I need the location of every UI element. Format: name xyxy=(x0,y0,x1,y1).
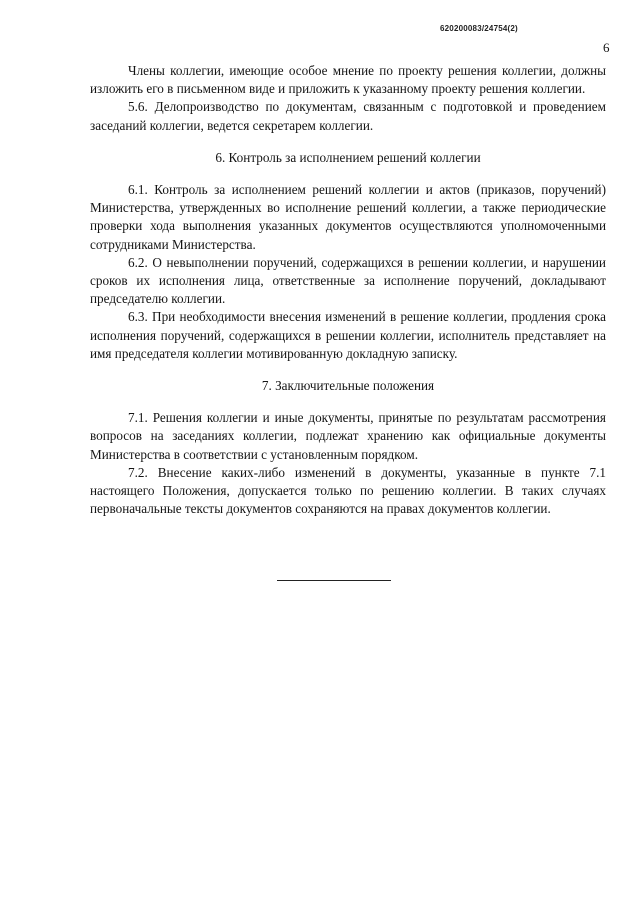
page-number: 6 xyxy=(603,40,610,55)
paragraph-6-1: 6.1. Контроль за исполнением решений коллегии и актов (приказов, поручений) Министерства, утвержденных во исполнение решений коллегии, а также периодические проверки хода выполнения указанных документов осуществляются уполномоченными сотрудниками Министерства. xyxy=(90,182,606,252)
paragraph-6-2: 6.2. О невыполнении поручений, содержащихся в решении коллегии, и нарушении сроков их исполнения лица, ответственные за исполнение поручений, докладывают председателю коллегии. xyxy=(90,254,606,307)
document-registration-code: 620200083/24754(2) xyxy=(440,24,518,33)
section-6-heading: 6. Контроль за исполнением решений коллегии xyxy=(215,149,481,165)
end-of-document-rule xyxy=(277,580,391,581)
paragraph-6-3: 6.3. При необходимости внесения изменений в решение коллегии, продления срока исполнения поручений, содержащихся в решении коллегии, исполнитель представляет на имя председателя коллегии мотивированную докладную записку. xyxy=(90,309,606,361)
paragraph-5-5-continuation: Члены коллегии, имеющие особое мнение по проекту решения коллегии, должны изложить его в письменном виде и приложить к указанному проекту решения коллегии. xyxy=(90,63,606,97)
paragraph-7-2: 7.2. Внесение каких-либо изменений в документы, указанные в пункте 7.1 настоящего Положения, допускается только по решению коллегии. В таких случаях первоначальные тексты документов сохраняются на правах документов коллегии. xyxy=(90,464,606,517)
section-7-heading: 7. Заключительные положения xyxy=(261,378,435,394)
paragraph-7-1: 7.1. Решения коллегии и иные документы, принятые по результатам рассмотрения вопросов на заседаниях коллегии, подлежат хранению как официальные документы Министерства в соответствии с установленным порядком. xyxy=(90,410,606,462)
document-body xyxy=(90,62,606,518)
paragraph-5-6: 5.6. Делопроизводство по документам, связанным с подготовкой и проведением заседаний коллегии, ведется секретарем коллегии. xyxy=(90,99,606,133)
